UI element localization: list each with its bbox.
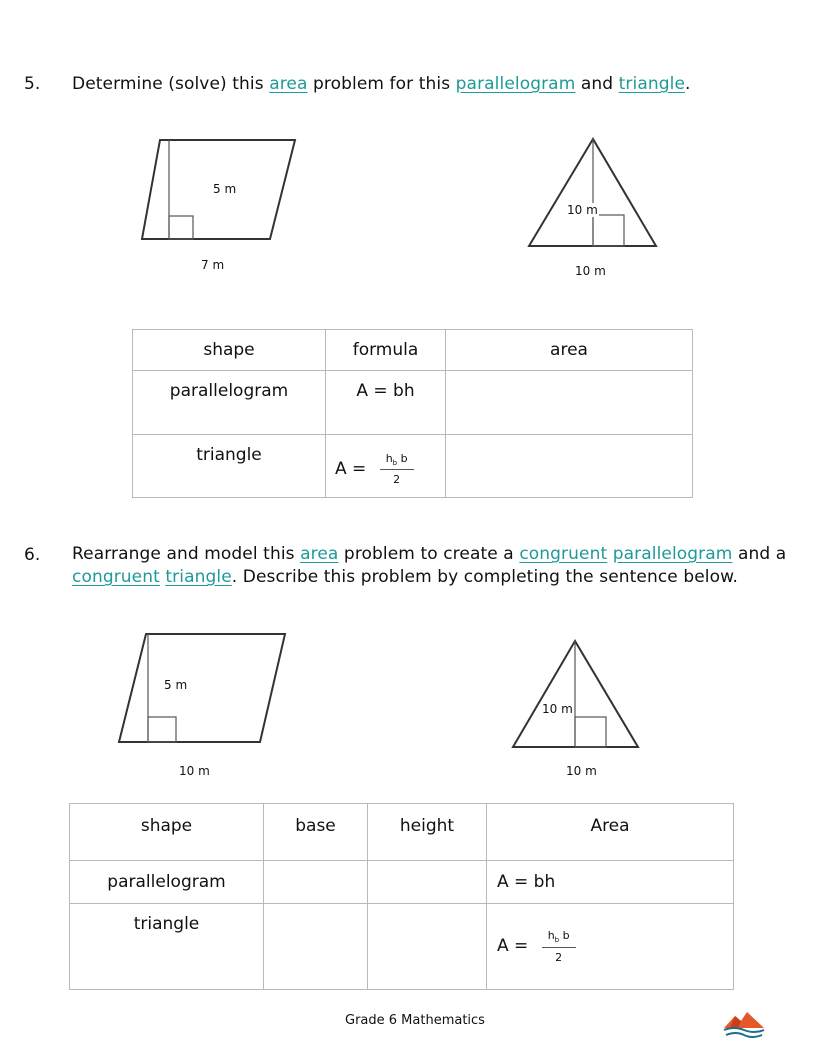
row-shape: parallelogram — [70, 861, 264, 904]
link-area[interactable]: area — [300, 544, 339, 564]
parallelogram-outline — [119, 634, 285, 742]
right-angle-mark — [148, 717, 176, 742]
row-height-cell[interactable] — [368, 861, 487, 904]
row-formula: A = bh — [326, 371, 446, 435]
link-area[interactable]: area — [269, 74, 308, 94]
right-angle-mark — [593, 215, 624, 246]
q6-triangle-base-label: 10 m — [566, 764, 597, 778]
link-triangle[interactable]: triangle — [165, 567, 232, 587]
link-parallelogram[interactable]: parallelogram — [612, 544, 733, 564]
row-area: A = $\frac{h_b b}{2}$ — [487, 904, 734, 990]
q5-table — [132, 329, 693, 498]
row-base-cell[interactable] — [264, 861, 368, 904]
row-area-cell[interactable] — [446, 435, 693, 498]
q6-parallelogram-base-label: 10 m — [179, 764, 210, 778]
row-area-cell[interactable] — [446, 371, 693, 435]
question-6-text: Rearrange and model this area problem to create a congruent parallelogram and a congruent triangle. Describe this problem by completing the sentence below. — [72, 544, 787, 587]
q6-triangle-height-label: 10 m — [542, 702, 573, 716]
header-shape: shape — [70, 804, 264, 861]
row-shape: parallelogram — [133, 371, 326, 435]
header-base: base — [264, 804, 368, 861]
row-shape: triangle — [70, 904, 264, 990]
header-formula: formula — [326, 330, 446, 371]
link-congruent[interactable]: congruent — [519, 544, 608, 564]
link-congruent[interactable]: congruent — [72, 567, 160, 587]
q5-triangle-diagram — [520, 132, 665, 252]
link-parallelogram[interactable]: parallelogram — [455, 74, 576, 94]
question-5-text: Determine (solve) this area problem for this parallelogram and triangle. — [72, 74, 691, 94]
header-area: Area — [487, 804, 734, 861]
right-angle-mark — [169, 216, 193, 239]
header-area: area — [446, 330, 693, 371]
footer-text: Grade 6 Mathematics — [345, 1013, 485, 1028]
q5-parallelogram-height-label: 5 m — [213, 182, 237, 196]
question-6-number: 6. — [24, 545, 41, 565]
link-triangle[interactable]: triangle — [618, 74, 685, 94]
fraction: $\frac{h_b b}{2}$ — [542, 929, 576, 963]
row-area: A = bh — [487, 861, 734, 904]
q5-triangle-base-label: 10 m — [575, 264, 606, 278]
row-formula: A = $\frac{h_b b}{2}$ — [326, 435, 446, 498]
mountain-logo-icon — [722, 1008, 766, 1038]
q6-parallelogram-diagram — [110, 625, 295, 750]
q6-triangle-diagram — [505, 634, 645, 754]
right-angle-mark — [575, 717, 606, 747]
q5-triangle-height-label: 10 m — [567, 203, 598, 217]
row-height-cell[interactable] — [368, 904, 487, 990]
q5-parallelogram-base-label: 7 m — [201, 258, 225, 272]
row-shape: triangle — [133, 435, 326, 498]
row-base-cell[interactable] — [264, 904, 368, 990]
header-height: height — [368, 804, 487, 861]
question-5-number: 5. — [24, 74, 41, 94]
fraction: $\frac{h_b b}{2}$ — [380, 452, 414, 486]
header-shape: shape — [133, 330, 326, 371]
q6-table — [69, 803, 734, 990]
q6-parallelogram-height-label: 5 m — [164, 678, 188, 692]
